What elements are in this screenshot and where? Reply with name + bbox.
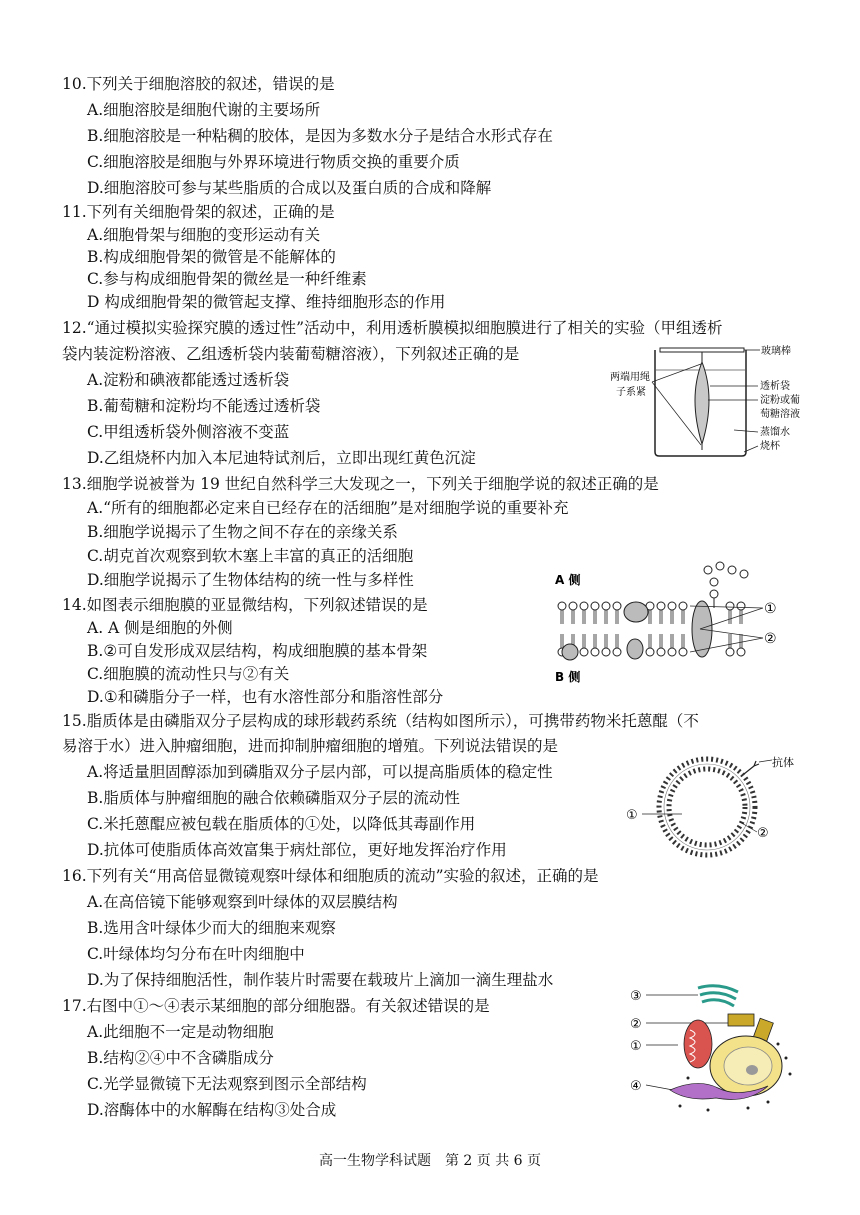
side-b-label: B 侧 <box>555 670 581 684</box>
q14-option-c: C.细胞膜的流动性只与②有关 <box>87 665 290 683</box>
q16-stem: 16.下列有关“用高倍显微镜观察叶绿体和细胞质的流动”实验的叙述，正确的是 <box>62 867 599 885</box>
q15-option-b: B.脂质体与肿瘤细胞的融合依赖磷脂双分子层的流动性 <box>87 789 460 807</box>
liposome-label-1: ① <box>626 808 638 823</box>
q11-option-c: C.参与构成细胞骨架的微丝是一种纤维素 <box>87 270 367 288</box>
q10-option-c: C.细胞溶胶是细胞与外界环境进行物质交换的重要介质 <box>87 153 460 171</box>
q11-stem: 11.下列有关细胞骨架的叙述，正确的是 <box>62 203 335 221</box>
q14-option-b: B.②可自发形成双层结构，构成细胞膜的基本骨架 <box>87 642 428 660</box>
q13-option-b: B.细胞学说揭示了生物之间不存在的亲缘关系 <box>87 523 398 541</box>
q15-option-d: D.抗体可使脂质体高效富集于病灶部位，更好地发挥治疗作用 <box>87 841 507 859</box>
liposome-figure <box>622 752 822 866</box>
q10-option-d: D.细胞溶胶可参与某些脂质的合成以及蛋白质的合成和降解 <box>87 179 492 197</box>
q11-option-b: B.构成细胞骨架的微管是不能解体的 <box>87 248 336 266</box>
q10-stem: 10.下列关于细胞溶胶的叙述，错误的是 <box>62 75 335 93</box>
organelle-label-2: ② <box>630 1017 642 1032</box>
q17-option-d: D.溶酶体中的水解酶在结构③处合成 <box>87 1101 337 1119</box>
side-a-label: A 侧 <box>555 573 581 587</box>
water-label: 蒸馏水 <box>760 427 790 438</box>
organelle-label-3: ③ <box>630 989 642 1004</box>
q17-option-a: A.此细胞不一定是动物细胞 <box>87 1023 274 1041</box>
q13-stem: 13.细胞学说被誉为 19 世纪自然科学三大发现之一，下列关于细胞学说的叙述正确的是 <box>62 475 659 493</box>
q14-option-d: D.①和磷脂分子一样，也有水溶性部分和脂溶性部分 <box>87 688 444 706</box>
page-footer: 高一生物学科试题 第 2 页 共 6 页 <box>318 1153 542 1169</box>
organelle-label-1: ① <box>630 1039 642 1054</box>
cell-membrane-figure <box>550 556 790 690</box>
antibody-label: 抗体 <box>772 756 794 769</box>
q12-option-a: A.淀粉和碘液都能透过透析袋 <box>87 371 290 389</box>
q12-option-b: B.葡萄糖和淀粉均不能透过透析袋 <box>87 397 321 415</box>
organelles-figure <box>628 978 808 1122</box>
q16-option-d: D.为了保持细胞活性，制作装片时需要在载玻片上滴加一滴生理盐水 <box>87 971 554 989</box>
q13-option-a: A.“所有的细胞都必定来自已经存在的活细胞”是对细胞学说的重要补充 <box>87 499 569 517</box>
q14-option-a: A. A 侧是细胞的外侧 <box>87 619 233 637</box>
q17-option-b: B.结构②④中不含磷脂成分 <box>87 1049 274 1067</box>
solution-label-line2: 萄糖溶液 <box>760 409 800 420</box>
liposome-label-2: ② <box>757 826 769 841</box>
q12-stem-line1: 12.“通过模拟实验探究膜的透过性”活动中，利用透析膜模拟细胞膜进行了相关的实验（甲组透析 <box>62 319 723 337</box>
q11-option-a: A.细胞骨架与细胞的变形运动有关 <box>87 226 321 244</box>
tie-label-line1: 两端用绳 <box>610 372 650 383</box>
q11-option-d: D 构成细胞骨架的微管起支撑、维持细胞形态的作用 <box>87 293 446 311</box>
q12-option-d: D.乙组烧杯内加入本尼迪特试剂后，立即出现红黄色沉淀 <box>87 449 476 467</box>
q15-stem-line1: 15.脂质体是由磷脂双分子层构成的球形载药系统（结构如图所示），可携带药物米托蒽醌（不 <box>62 712 699 730</box>
q10-option-b: B.细胞溶胶是一种粘稠的胶体，是因为多数水分子是结合水形式存在 <box>87 127 553 145</box>
glass-rod-label: 玻璃棒 <box>761 346 791 357</box>
q10-option-a: A.细胞溶胶是细胞代谢的主要场所 <box>87 101 321 119</box>
q12-stem-line2: 袋内装淀粉溶液、乙组透析袋内装葡萄糖溶液），下列叙述正确的是 <box>62 345 520 363</box>
q17-stem: 17.右图中①～④表示某细胞的部分细胞器。有关叙述错误的是 <box>62 997 490 1015</box>
q14-stem: 14.如图表示细胞膜的亚显微结构，下列叙述错误的是 <box>62 596 428 614</box>
q16-option-a: A.在高倍镜下能够观察到叶绿体的双层膜结构 <box>87 893 398 911</box>
q16-option-c: C.叶绿体均匀分布在叶肉细胞中 <box>87 945 305 963</box>
q15-stem-line2: 易溶于水）进入肿瘤细胞，进而抑制肿瘤细胞的增殖。下列说法错误的是 <box>62 737 559 755</box>
q15-option-c: C.米托蒽醌应被包载在脂质体的①处，以降低其毒副作用 <box>87 815 476 833</box>
dialysis-experiment-figure <box>610 340 810 469</box>
bag-label: 透析袋 <box>760 381 790 392</box>
q15-option-a: A.将适量胆固醇添加到磷脂双分子层内部，可以提高脂质体的稳定性 <box>87 763 553 781</box>
q13-option-c: C.胡克首次观察到软木塞上丰富的真正的活细胞 <box>87 547 414 565</box>
q16-option-b: B.选用含叶绿体少而大的细胞来观察 <box>87 919 336 937</box>
tie-label-line2: 子系紧 <box>616 387 646 398</box>
beaker-label: 烧杯 <box>760 441 780 452</box>
solution-label-line1: 淀粉或葡 <box>760 395 800 406</box>
q13-option-d: D.细胞学说揭示了生物体结构的统一性与多样性 <box>87 571 414 589</box>
q17-option-c: C.光学显微镜下无法观察到图示全部结构 <box>87 1075 367 1093</box>
membrane-label-1: ① <box>764 601 777 617</box>
q12-option-c: C.甲组透析袋外侧溶液不变蓝 <box>87 423 290 441</box>
membrane-label-2: ② <box>764 631 777 647</box>
organelle-label-4: ④ <box>630 1079 642 1094</box>
